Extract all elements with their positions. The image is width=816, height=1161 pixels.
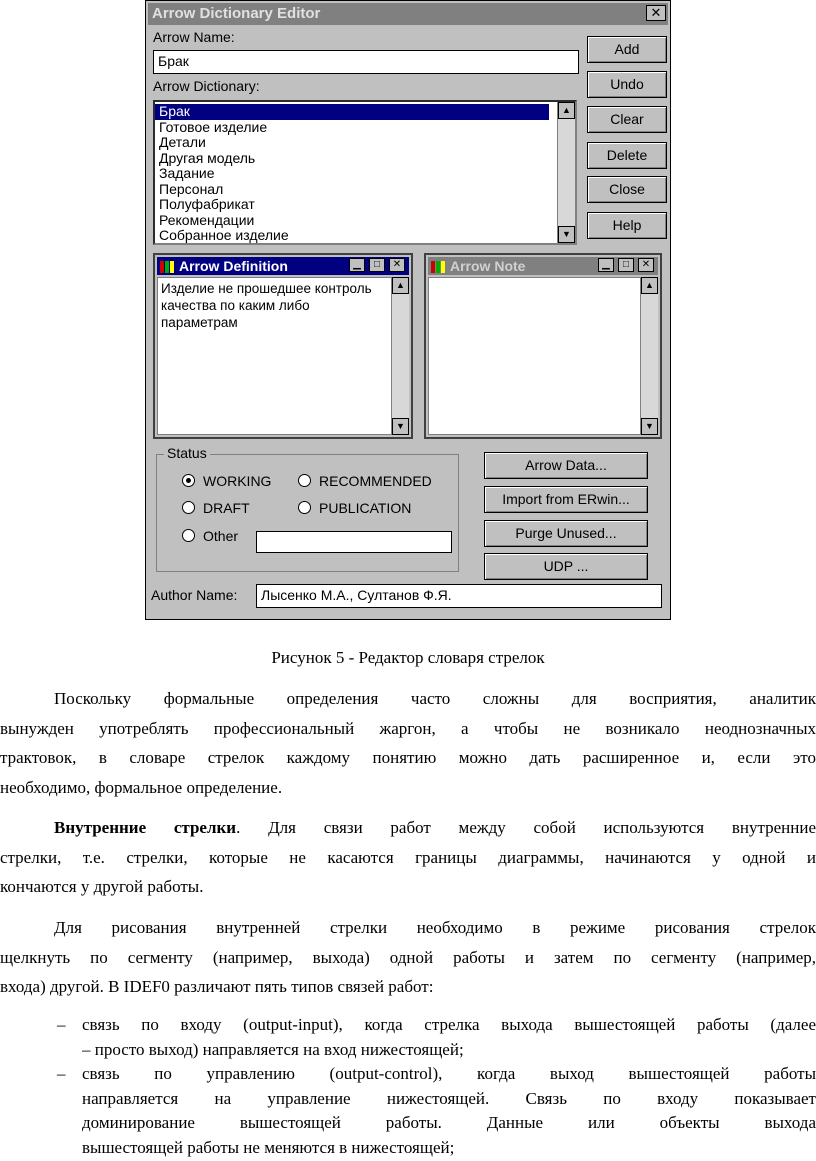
text-line: доминирование вышестоящей работы. Данные или объекты выхода (82, 1113, 816, 1132)
maximize-icon[interactable]: □ (618, 258, 634, 272)
note-scrollbar[interactable] (640, 277, 658, 435)
close-icon[interactable]: ✕ (646, 5, 666, 21)
list-item[interactable]: Брак (155, 104, 549, 120)
help-button[interactable]: Help (587, 212, 667, 239)
arrow-note-window (424, 253, 662, 439)
radio-empty-icon (182, 529, 195, 542)
scroll-up-icon[interactable]: ▲ (641, 277, 658, 294)
scroll-up-icon[interactable]: ▲ (558, 102, 575, 119)
radio-draft[interactable]: DRAFT (182, 500, 250, 516)
arrow-dictionary-list[interactable] (153, 100, 577, 245)
bold-term: Внутренние стрелки (54, 818, 237, 837)
bullet-dash: – (57, 1064, 66, 1083)
radio-selected-icon (182, 474, 195, 487)
scroll-up-icon[interactable]: ▲ (392, 277, 409, 294)
list-item (0, 1013, 816, 1063)
text-line: вышестоящей работы не меняются в нижестоящей; (82, 1137, 455, 1157)
status-label: Status (164, 445, 210, 461)
figure-caption: Рисунок 5 - Редактор словаря стрелок (271, 648, 545, 667)
list-item[interactable]: Другая модель (159, 149, 256, 166)
arrow-data-button[interactable]: Arrow Data... (484, 452, 648, 479)
arrow-definition-window (153, 253, 413, 439)
text-line: Внутренние стрелки. Для связи работ между собой используются внутренние (54, 818, 816, 837)
close-icon[interactable]: ✕ (389, 258, 405, 272)
list-item[interactable]: Готовое изделие (159, 118, 268, 135)
app-icon (431, 260, 445, 272)
definition-scrollbar[interactable] (391, 277, 409, 435)
paragraph-1 (0, 684, 816, 802)
scroll-down-icon[interactable]: ▼ (558, 226, 575, 243)
list-scrollbar[interactable] (557, 102, 575, 243)
minimize-icon[interactable]: ▁ (349, 258, 365, 272)
text-line: связь по управлению (output-control), когда выход вышестоящей работы (82, 1064, 816, 1083)
arrow-definition-title: Arrow Definition (157, 257, 409, 275)
text-line: кончаются у другой работы. (0, 877, 204, 896)
arrow-name-label: Arrow Name: (153, 29, 235, 45)
window-title: Arrow Dictionary Editor (148, 3, 668, 25)
import-erwin-button[interactable]: Import from ERwin... (484, 486, 648, 513)
author-name-label: Author Name: (151, 587, 238, 603)
text-line: щелкнуть по сегменту (например, выхода) одной работы и затем по сегменту (например, (0, 947, 816, 967)
text-line: – просто выход) направляется на вход нижестоящей; (82, 1039, 464, 1059)
paragraph-3 (0, 913, 816, 1002)
list-item[interactable]: Детали (159, 134, 206, 150)
text-line: Поскольку формальные определения часто сложны для восприятия, аналитик (54, 689, 816, 708)
bullet-dash: – (57, 1015, 66, 1034)
text-line: направляется на управление нижестоящей. Связь по входу показывает (82, 1088, 816, 1108)
close-button[interactable]: Close (587, 176, 667, 203)
text-line: стрелки, т.е. стрелки, которые не касаются границы диаграммы, начинаются у одной и (0, 847, 816, 867)
radio-working[interactable]: WORKING (182, 473, 271, 489)
app-icon (160, 260, 174, 272)
radio-other[interactable]: Other (182, 528, 238, 544)
minimize-icon[interactable]: ▁ (598, 258, 614, 272)
scroll-down-icon[interactable]: ▼ (641, 418, 658, 435)
scroll-down-icon[interactable]: ▼ (392, 418, 409, 435)
text-line: трактовок, в словаре стрелок каждому понятию можно дать расширенное и, если это (0, 748, 816, 767)
close-icon[interactable]: ✕ (638, 258, 654, 272)
arrow-note-title: Arrow Note (428, 257, 658, 275)
arrow-dictionary-editor-window (145, 0, 671, 620)
text-line: входа) другой. В IDEF0 различают пять типов связей работ: (0, 977, 434, 996)
other-status-input[interactable] (256, 531, 452, 553)
paragraph-2 (0, 813, 816, 902)
undo-button[interactable]: Undo (587, 71, 667, 98)
radio-recommended[interactable]: RECOMMENDED (298, 473, 432, 489)
list-item[interactable]: Задание (159, 165, 215, 181)
list-item[interactable]: Собранное изделие (159, 227, 289, 243)
list-item[interactable]: Рекомендации (159, 211, 255, 228)
arrow-note-text[interactable] (428, 277, 658, 435)
add-button[interactable]: Add (587, 36, 667, 63)
list-item (0, 1062, 816, 1161)
text-line: необходимо, формальное определение. (0, 777, 283, 797)
delete-button[interactable]: Delete (587, 142, 667, 169)
arrow-dictionary-label: Arrow Dictionary: (153, 78, 260, 94)
maximize-icon[interactable]: □ (369, 258, 385, 272)
radio-empty-icon (182, 501, 195, 514)
list-item[interactable]: Персонал (159, 180, 224, 197)
radio-empty-icon (298, 501, 311, 514)
arrow-definition-text[interactable]: Изделие не прошедшее контроль качества по каким либо параметрам (157, 277, 409, 435)
udp-button[interactable]: UDP ... (484, 553, 648, 580)
text-line: связь по входу (output-input), когда стрелка выхода вышестоящей работы (далее (82, 1015, 816, 1034)
clear-button[interactable]: Clear (587, 106, 667, 133)
purge-unused-button[interactable]: Purge Unused... (484, 520, 648, 547)
text-line: Для рисования внутренней стрелки необходимо в режиме рисования стрелок (54, 918, 816, 937)
list-item[interactable]: Полуфабрикат (159, 196, 255, 212)
radio-publication[interactable]: PUBLICATION (298, 500, 411, 516)
radio-empty-icon (298, 474, 311, 487)
text-line: вынужден употреблять профессиональный жаргон, а чтобы не возникало неоднозначных (0, 718, 816, 738)
arrow-name-input[interactable]: Брак (153, 50, 579, 74)
author-name-input[interactable]: Лысенко М.А., Султанов Ф.Я. (256, 584, 662, 608)
